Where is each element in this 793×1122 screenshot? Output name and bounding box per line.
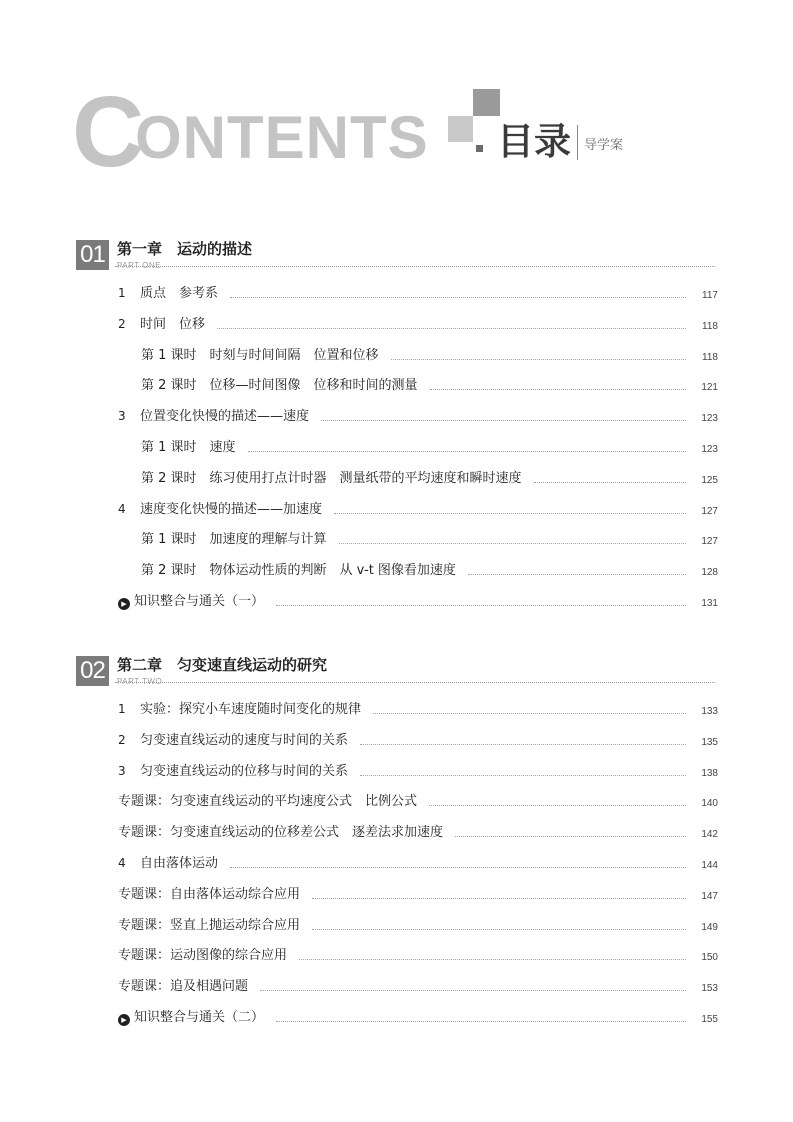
toc-entry-number: 2: [118, 732, 126, 747]
toc-entry-text: 速度变化快慢的描述——加速度: [140, 501, 323, 517]
toc-entry[interactable]: [0, 375, 793, 395]
toc-page-number: 117: [702, 290, 718, 301]
toc-entry[interactable]: [0, 529, 793, 549]
toc-entry-label: [141, 531, 327, 549]
toc-entry[interactable]: [0, 406, 793, 426]
toc-entry-label: [141, 470, 522, 488]
toc-page-number: 142: [701, 829, 718, 841]
contents-first-letter: C: [72, 76, 143, 188]
toc-entry[interactable]: [0, 791, 793, 811]
toc-entry-text: 第 1 课时 时刻与时间间隔 位置和位移: [141, 347, 379, 363]
toc-entry[interactable]: [0, 314, 793, 334]
dot-leader: [339, 543, 686, 544]
dot-leader: [217, 328, 686, 329]
toc-entry-label: [118, 700, 361, 719]
decorative-square-icon: [476, 145, 483, 152]
toc-page-number: 150: [701, 952, 718, 964]
chapter-part-label: PART TWO: [117, 677, 163, 686]
dot-leader: [429, 805, 686, 806]
toc-entry-text: 知识整合与通关（一）: [134, 594, 265, 609]
toc-page-number: 123: [701, 413, 718, 425]
toc-page-number: 135: [701, 736, 718, 748]
toc-entry-number: 4: [118, 501, 126, 516]
dot-leader: [391, 359, 686, 360]
toc-entry-text: 专题课：自由落体运动综合应用: [118, 886, 301, 902]
toc-page-number: 133: [701, 706, 718, 717]
dot-leader: [373, 713, 686, 714]
toc-entry[interactable]: [0, 499, 793, 519]
toc-page-number: 123: [701, 444, 718, 455]
toc-entry[interactable]: [0, 915, 793, 935]
toc-page-number: 147: [701, 890, 718, 902]
toc-entry[interactable]: [0, 945, 793, 965]
toc-page-number: 127: [701, 536, 718, 548]
toc-entry[interactable]: [0, 1007, 793, 1027]
title-divider: [577, 125, 578, 160]
toc-page-number: 155: [701, 1014, 718, 1025]
chapter-number-badge: 02: [76, 656, 109, 686]
toc-entry-label: [118, 886, 300, 904]
dot-leader: [230, 867, 686, 868]
toc-entry-text: 第 2 课时 物体运动性质的判断 从 v-t 图像看加速度: [141, 563, 456, 579]
toc-entry-label: [118, 731, 348, 750]
toc-entry-text: 质点 参考系: [140, 286, 219, 301]
dot-leader: [360, 775, 686, 776]
toc-entry[interactable]: [0, 560, 793, 580]
toc-entry[interactable]: [0, 761, 793, 781]
chapter-divider: [115, 266, 715, 267]
toc-entry-text: 专题课：追及相遇问题: [118, 979, 249, 995]
dot-leader: [430, 389, 686, 390]
dot-leader: [455, 836, 686, 837]
toc-entry[interactable]: [0, 730, 793, 750]
toc-page-number: 127: [701, 505, 718, 517]
chapter-title[interactable]: 第一章 运动的描述: [117, 240, 253, 258]
toc-entry-text: 自由落体运动: [140, 856, 219, 871]
toc-entry[interactable]: [0, 283, 793, 303]
toc-page-number: 118: [702, 351, 718, 363]
dot-leader: [334, 513, 686, 514]
chapter-section: [0, 236, 793, 632]
chapter-title[interactable]: 第二章 匀变速直线运动的研究: [117, 656, 328, 674]
contents-word: ONTENTS: [135, 104, 429, 171]
toc-entry[interactable]: [0, 976, 793, 996]
dot-leader: [312, 929, 686, 930]
dot-leader: [312, 898, 686, 899]
play-bullet-icon: ▶: [118, 1014, 130, 1026]
dot-leader: [534, 482, 686, 483]
toc-entry-text: 专题课：运动图像的综合应用: [118, 948, 288, 964]
toc-entry-number: 2: [118, 316, 126, 331]
toc-entry-label: [118, 917, 300, 935]
dot-leader: [299, 959, 686, 960]
toc-entry[interactable]: [0, 822, 793, 842]
toc-entry-text: 位置变化快慢的描述——速度: [140, 409, 310, 425]
toc-entry-number: 1: [118, 286, 126, 300]
toc-entry-label: [141, 347, 379, 365]
toc-entry[interactable]: [0, 699, 793, 719]
toc-entry-text: 时间 位移: [140, 316, 206, 332]
toc-entry-text: 实验：探究小车速度随时间变化的规律: [140, 702, 362, 717]
play-bullet-icon: ▶: [118, 598, 130, 610]
toc-page-number: 125: [701, 474, 718, 486]
dot-leader: [276, 1021, 686, 1022]
toc-page-number: 121: [701, 382, 718, 394]
toc-entry[interactable]: [0, 884, 793, 904]
page-subtitle: 导学案: [584, 138, 624, 153]
toc-entry-text: 第 1 课时 速度: [141, 440, 236, 455]
toc-page-number: 149: [701, 921, 718, 933]
toc-entry[interactable]: [0, 345, 793, 365]
toc-entry-label: [118, 407, 309, 426]
toc-entry-label: [118, 593, 264, 611]
contents-header: [0, 0, 793, 200]
toc-entry-label: [118, 1009, 264, 1027]
toc-entry-label: [141, 562, 456, 580]
dot-leader: [360, 744, 686, 745]
toc-page-number: 138: [701, 767, 718, 779]
toc-entry-text: 专题课：竖直上抛运动综合应用: [118, 917, 301, 933]
toc-entry-text: 第 1 课时 加速度的理解与计算: [141, 532, 327, 548]
page-title: 目录: [497, 120, 571, 163]
chapter-part-label: PART ONE: [117, 261, 162, 270]
toc-entry[interactable]: [0, 437, 793, 457]
toc-entry-label: [118, 854, 218, 873]
dot-leader: [276, 605, 686, 606]
chapter-number-badge: 01: [76, 240, 109, 270]
toc-entry[interactable]: [0, 853, 793, 873]
toc-page-number: 140: [701, 798, 718, 810]
chapter-section: [0, 652, 793, 1048]
toc-entry-number: 4: [118, 856, 126, 870]
toc-entry-text: 知识整合与通关（二）: [134, 1010, 265, 1025]
toc-entry-text: 专题课：匀变速直线运动的平均速度公式 比例公式: [118, 794, 418, 810]
toc-page-number: 131: [701, 598, 718, 609]
toc-entry-text: 匀变速直线运动的位移与时间的关系: [140, 763, 349, 779]
decorative-square-icon: [473, 89, 500, 116]
toc-entry-number: 1: [118, 702, 126, 716]
toc-entry-label: [118, 978, 248, 996]
toc-entry-label: [118, 500, 322, 519]
toc-entry-label: [118, 762, 348, 781]
toc-entry-label: [141, 377, 418, 395]
chapter-divider: [115, 682, 715, 683]
toc-entry-label: [118, 947, 287, 965]
toc-page-number: 153: [701, 983, 718, 995]
toc-entry[interactable]: [0, 468, 793, 488]
toc-entry-number: 3: [118, 763, 126, 778]
toc-entry-label: [141, 439, 236, 457]
toc-page-number: 144: [701, 860, 718, 871]
toc-page-number: 128: [701, 567, 718, 579]
dot-leader: [230, 297, 686, 298]
toc-entry-label: [118, 824, 443, 842]
toc-entry-label: [118, 315, 205, 334]
decorative-square-icon: [448, 116, 473, 142]
toc-entry-number: 3: [118, 409, 126, 424]
toc-entry-text: 专题课：匀变速直线运动的位移差公式 逐差法求加速度: [118, 825, 444, 841]
dot-leader: [321, 420, 686, 421]
toc-entry-label: [118, 284, 218, 303]
dot-leader: [468, 574, 686, 575]
toc-entry[interactable]: [0, 591, 793, 611]
dot-leader: [248, 451, 686, 452]
toc-entry-label: [118, 793, 417, 811]
dot-leader: [260, 990, 686, 991]
toc-entry-text: 匀变速直线运动的速度与时间的关系: [140, 732, 349, 748]
toc-entry-text: 第 2 课时 位移—时间图像 位移和时间的测量: [141, 378, 418, 394]
toc-entry-text: 第 2 课时 练习使用打点计时器 测量纸带的平均速度和瞬时速度: [141, 470, 522, 486]
toc-page-number: 118: [702, 320, 718, 332]
